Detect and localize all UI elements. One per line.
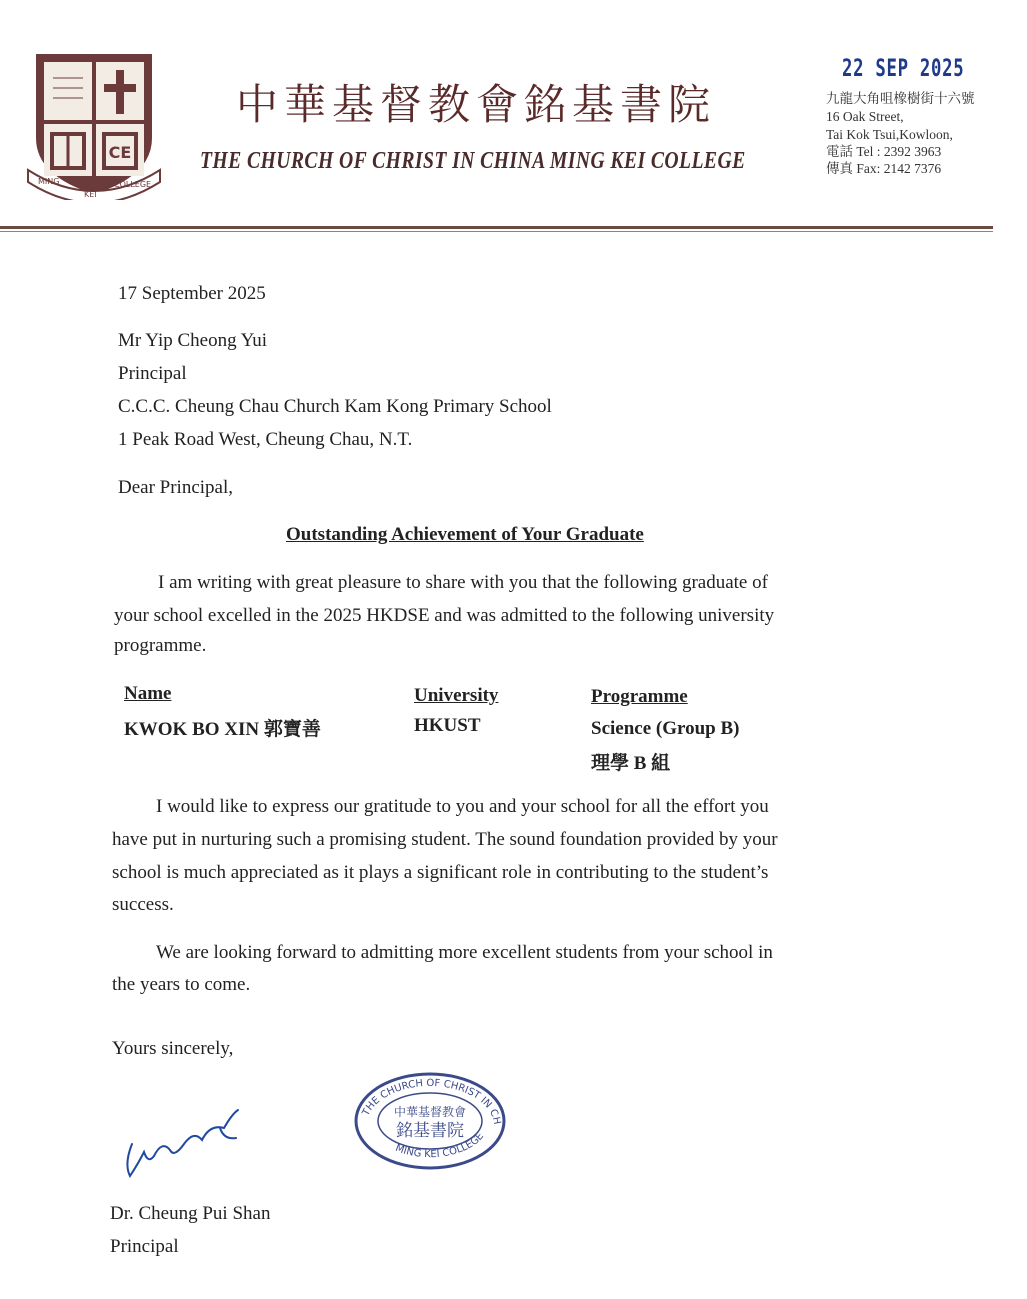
intro-line-2: your school excelled in the 2025 HKDSE and was admitted to the following university (114, 605, 775, 626)
address-line-2: Tai Kok Tsui,Kowloon, (826, 127, 953, 142)
crest-label-right: COLLEGE (114, 180, 152, 189)
crest-label-middle: KEI (84, 190, 97, 199)
gratitude-line-1: I would like to express our gratitude to you and your school for all the effort you (156, 796, 769, 817)
column-header-university: University (414, 685, 499, 706)
recipient-school: C.C.C. Cheung Chau Church Kam Kong Primary School (118, 396, 552, 417)
address-chinese: 九龍大角咀橡樹街十六號 (826, 91, 975, 106)
graduate-programme-chinese: 理學 B 組 (591, 753, 671, 774)
gratitude-line-2: have put in nurturing such a promising student. The sound foundation provided by your (112, 829, 778, 850)
svg-text:CE: CE (108, 143, 132, 162)
handwritten-signature (120, 1094, 260, 1184)
intro-line-1: I am writing with great pleasure to share with you that the following graduate of (158, 572, 768, 593)
graduate-name: KWOK BO XIN 郭寶善 (124, 719, 321, 740)
address-line-1: 16 Oak Street, (826, 109, 904, 124)
column-header-programme: Programme (591, 686, 688, 707)
recipient-name: Mr Yip Cheong Yui (118, 330, 268, 351)
seal-ring-text: THE CHURCH OF CHRIST IN CH (360, 1077, 503, 1126)
school-name-english: THE CHURCH OF CHRIST IN CHINA MING KEI COLLEGE (200, 148, 746, 174)
salutation: Dear Principal, (118, 477, 234, 498)
letter-date: 17 September 2025 (118, 283, 266, 304)
closing-para-line-1: We are looking forward to admitting more excellent students from your school in (156, 942, 773, 963)
closing-para-line-2: the years to come. (112, 974, 251, 995)
gratitude-line-4: success. (112, 894, 174, 915)
received-date-stamp: 22 SEP 2025 (842, 54, 965, 82)
recipient-title: Principal (118, 363, 187, 384)
column-header-name: Name (124, 683, 172, 704)
recipient-address: 1 Peak Road West, Cheung Chau, N.T. (118, 429, 413, 450)
graduate-university: HKUST (414, 715, 481, 736)
seal-center-line-1: 中華基督教會 (393, 1105, 467, 1119)
seal-bottom-text: MING KEI COLLEGE (393, 1130, 487, 1161)
graduate-programme-english: Science (Group B) (591, 718, 740, 739)
intro-line-3: programme. (114, 635, 207, 656)
school-crest-logo (26, 48, 162, 200)
letterhead-divider (0, 226, 993, 229)
college-seal-stamp (352, 1070, 508, 1172)
signatory-title: Principal (110, 1236, 179, 1257)
telephone-line: 電話 Tel : 2392 3963 (826, 144, 942, 159)
gratitude-line-3: school is much appreciated as it plays a significant role in contributing to the student’s (112, 862, 769, 883)
fax-line: 傳真 Fax: 2142 7376 (826, 161, 942, 176)
crest-label-left: MING (38, 177, 60, 186)
school-name-chinese: 中華基督教會銘基書院 (236, 80, 717, 129)
closing-phrase: Yours sincerely, (112, 1038, 234, 1059)
seal-center-line-2: 銘基書院 (396, 1121, 464, 1141)
signatory-name: Dr. Cheung Pui Shan (110, 1203, 271, 1224)
letter-subject: Outstanding Achievement of Your Graduate (286, 524, 644, 545)
letterhead-divider-thin (0, 231, 993, 232)
